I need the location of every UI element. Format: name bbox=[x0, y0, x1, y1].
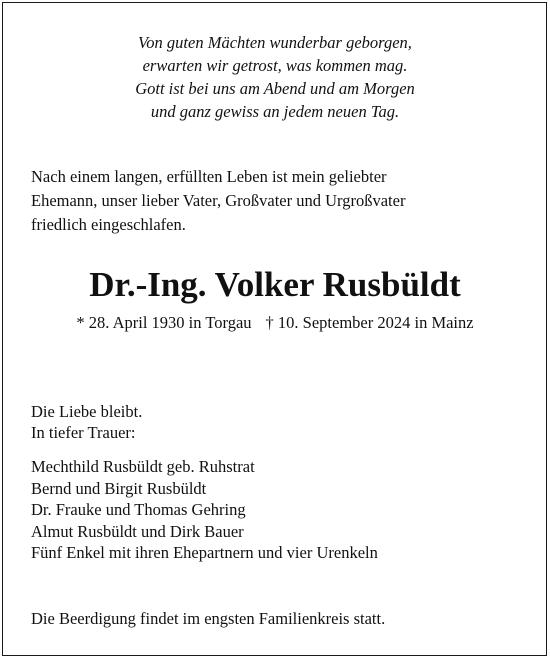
intro-line: Ehemann, unser lieber Vater, Großvater und Urgroßvater bbox=[31, 191, 406, 210]
poem-verse bbox=[0, 31, 550, 123]
deceased-name: Dr.-Ing. Volker Rusbüldt bbox=[89, 265, 461, 304]
mourning-lines bbox=[31, 401, 142, 443]
intro-text bbox=[31, 165, 405, 237]
sorrow-line: In tiefer Trauer: bbox=[31, 423, 136, 442]
family-member: Fünf Enkel mit ihren Ehepartnern und vier Urenkeln bbox=[31, 543, 378, 562]
family-member: Bernd und Birgit Rusbüldt bbox=[31, 478, 207, 498]
poem-line: Gott ist bei uns am Abend und am Morgen bbox=[135, 79, 415, 98]
death-date: † 10. September 2024 in Mainz bbox=[265, 313, 474, 332]
life-dates bbox=[0, 311, 550, 335]
poem-line: und ganz gewiss an jedem neuen Tag. bbox=[150, 102, 400, 121]
poem-line: Von guten Mächten wunderbar geborgen, bbox=[138, 33, 412, 52]
poem-line: erwarten wir getrost, was kommen mag. bbox=[142, 56, 408, 75]
family-member: Mechthild Rusbüldt geb. Ruhstrat bbox=[31, 457, 255, 476]
birth-date: * 28. April 1930 in Torgau bbox=[76, 313, 252, 332]
family-member: Almut Rusbüldt und Dirk Bauer bbox=[31, 521, 244, 541]
family-member: Dr. Frauke und Thomas Gehring bbox=[31, 500, 246, 519]
intro-line: Nach einem langen, erfüllten Leben ist mein geliebter bbox=[31, 167, 387, 186]
family-list bbox=[31, 456, 378, 564]
burial-note: Die Beerdigung findet im engsten Familienkreis statt. bbox=[31, 609, 386, 628]
love-line: Die Liebe bleibt. bbox=[31, 402, 143, 421]
intro-line: friedlich eingeschlafen. bbox=[31, 215, 186, 234]
